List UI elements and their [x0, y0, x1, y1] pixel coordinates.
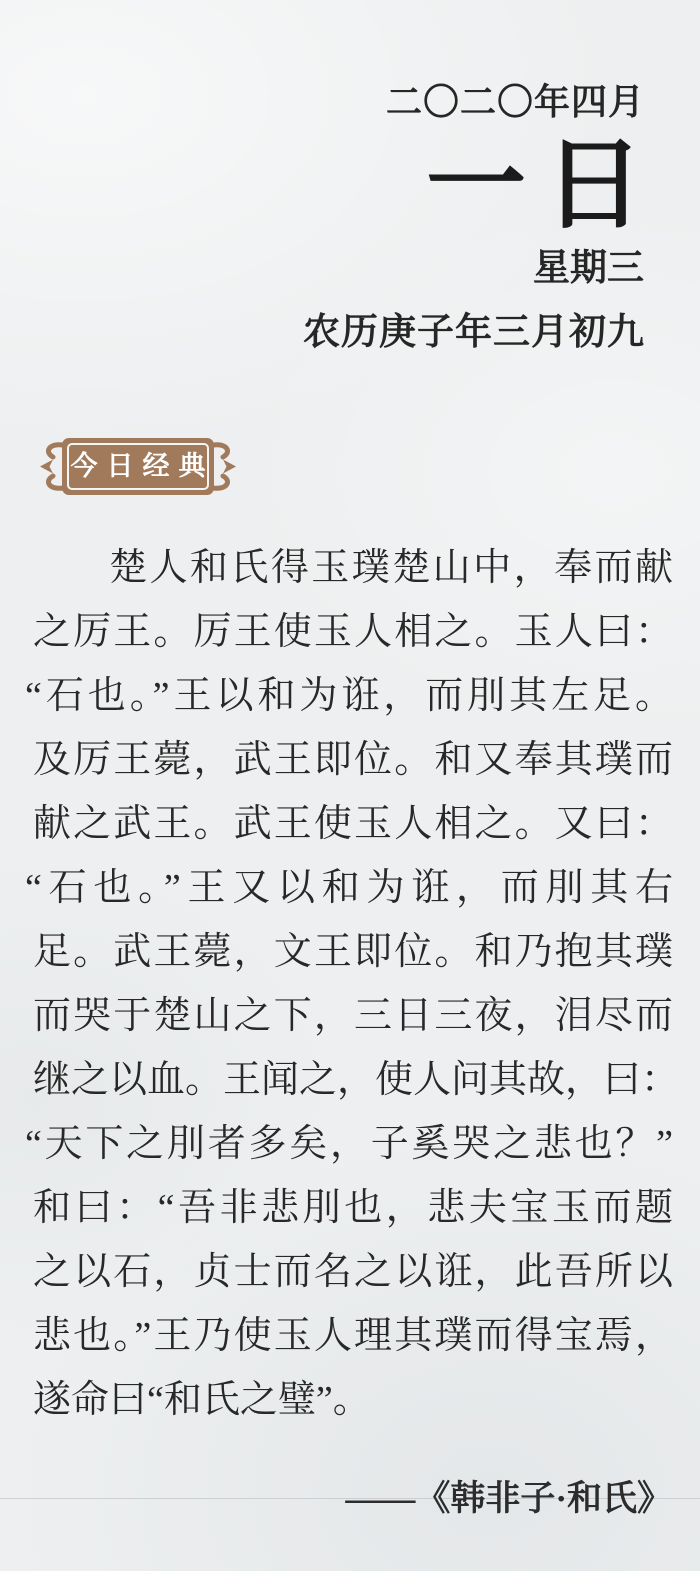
badge-label: 今日经典 — [70, 451, 215, 481]
passage-line: 而哭于楚山之下，三日三夜，泪尽而 — [33, 995, 673, 1037]
todays-classic-badge — [40, 438, 236, 495]
passage-line: 楚人和氏得玉璞楚山中，奉而献 — [109, 547, 673, 589]
gregorian-month-label: 二〇二〇年四月 — [385, 82, 645, 122]
passage-line: 足。武王薨，文王即位。和乃抱其璞 — [33, 931, 673, 973]
day-number-label: 一日 — [426, 130, 662, 241]
passage-line: “石也。”王又以和为诳，而刖其右 — [25, 867, 673, 909]
passage-line: 和曰：“吾非悲刖也，悲夫宝玉而题 — [33, 1187, 673, 1229]
passage-line: “天下之刖者多矣，子奚哭之悲也？” — [25, 1123, 673, 1165]
badge-frame — [62, 438, 214, 495]
passage-line: 继之以血。王闻之，使人问其故，曰： — [33, 1059, 680, 1101]
passage-line: 悲也。”王乃使玉人理其璞而得宝焉， — [33, 1315, 673, 1357]
lunar-date-label: 农历庚子年三月初九 — [303, 312, 645, 353]
passage-line: 之厉王。厉王使玉人相之。玉人曰： — [33, 611, 673, 653]
passage-line: 及厉王薨，武王即位。和又奉其璞而 — [33, 739, 673, 781]
cloud-scroll-right-icon — [212, 438, 236, 495]
passage-line: 献之武王。武王使玉人相之。又曰： — [33, 803, 673, 845]
passage-line: “石也。”王以和为诳，而刖其左足。 — [25, 675, 673, 717]
cloud-scroll-left-icon — [40, 438, 64, 495]
weekday-label: 星期三 — [533, 248, 644, 289]
classic-passage — [25, 536, 680, 1432]
passage-line: 之以石，贞士而名之以诳，此吾所以 — [33, 1251, 673, 1293]
source-attribution: ——《韩非子·和氏》 — [345, 1479, 672, 1518]
passage-line: 遂命曰“和氏之璧”。 — [33, 1379, 371, 1421]
